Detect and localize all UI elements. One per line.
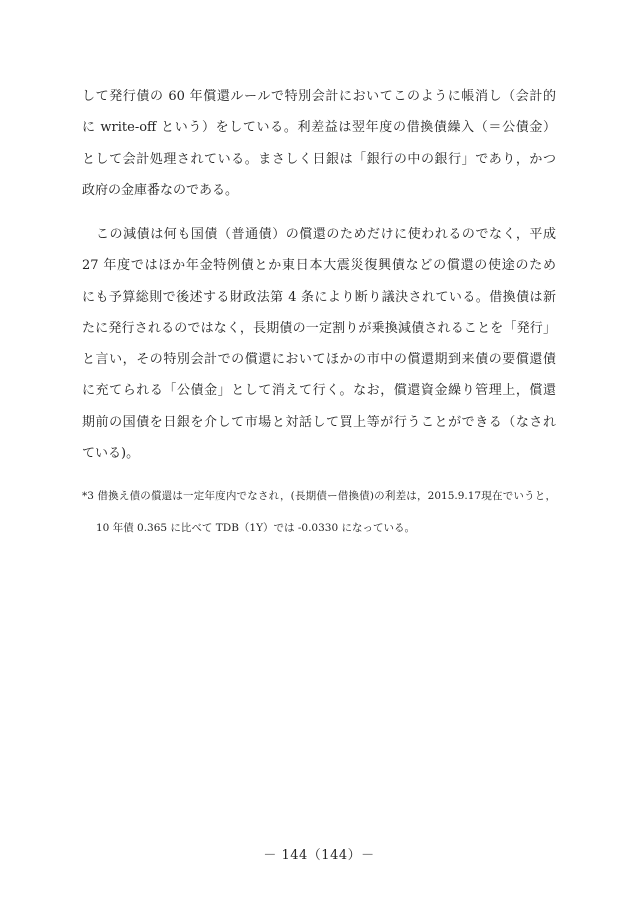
body-paragraph-1 [82, 81, 556, 206]
footnote [82, 480, 556, 544]
paragraph-line: この減債は何も国債（普通債）の償還のためだけに使われるのでなく，平成 [96, 227, 556, 242]
paragraph-line: 政府の金庫番なのである。 [82, 182, 239, 198]
body-paragraph-2 [82, 219, 556, 469]
paragraph-line: と言い，その特別会計での償還においてほかの市中の償還期到来債の要償還債 [82, 352, 556, 368]
page-number: － 144（144）－ [263, 848, 375, 863]
footnote-line: 10 年債 0.365 に比べて TDB（1Y）では -0.0330 になっている。 [96, 522, 415, 534]
paragraph-line: にも予算総則で後述する財政法第 4 条により断り議決されている。借換債は新 [82, 289, 556, 305]
paragraph-line: ている)。 [82, 446, 140, 462]
paragraph-line: して発行債の 60 年償還ルールで特別会計においてこのように帳消し（会計的 [82, 89, 556, 104]
paragraph-line: 期前の国債を日銀を介して市場と対話して買上等が行うことができる（なされ [82, 414, 556, 430]
paragraph-line: に write-off という）をしている。利差益は翌年度の借換債繰入（＝公債金） [82, 120, 556, 136]
paragraph-line: 27 年度ではほか年金特例債とか東日本大震災復興債などの償還の使途のため [82, 258, 556, 274]
footnote-line: *3 借換え債の償還は一定年度内でなされ，(長期債ー借換債)の利差は，2015.9.17現在でいうと， [82, 490, 556, 502]
paragraph-line: として会計処理されている。まさしく日銀は「銀行の中の銀行」であり，かつ [82, 151, 556, 167]
paragraph-line: に充てられる「公債金」として消えて行く。なお，償還資金繰り管理上，償還 [82, 383, 556, 399]
paragraph-line: たに発行されるのではなく，長期債の一定割りが乗換減債されることを「発行」 [82, 320, 556, 336]
